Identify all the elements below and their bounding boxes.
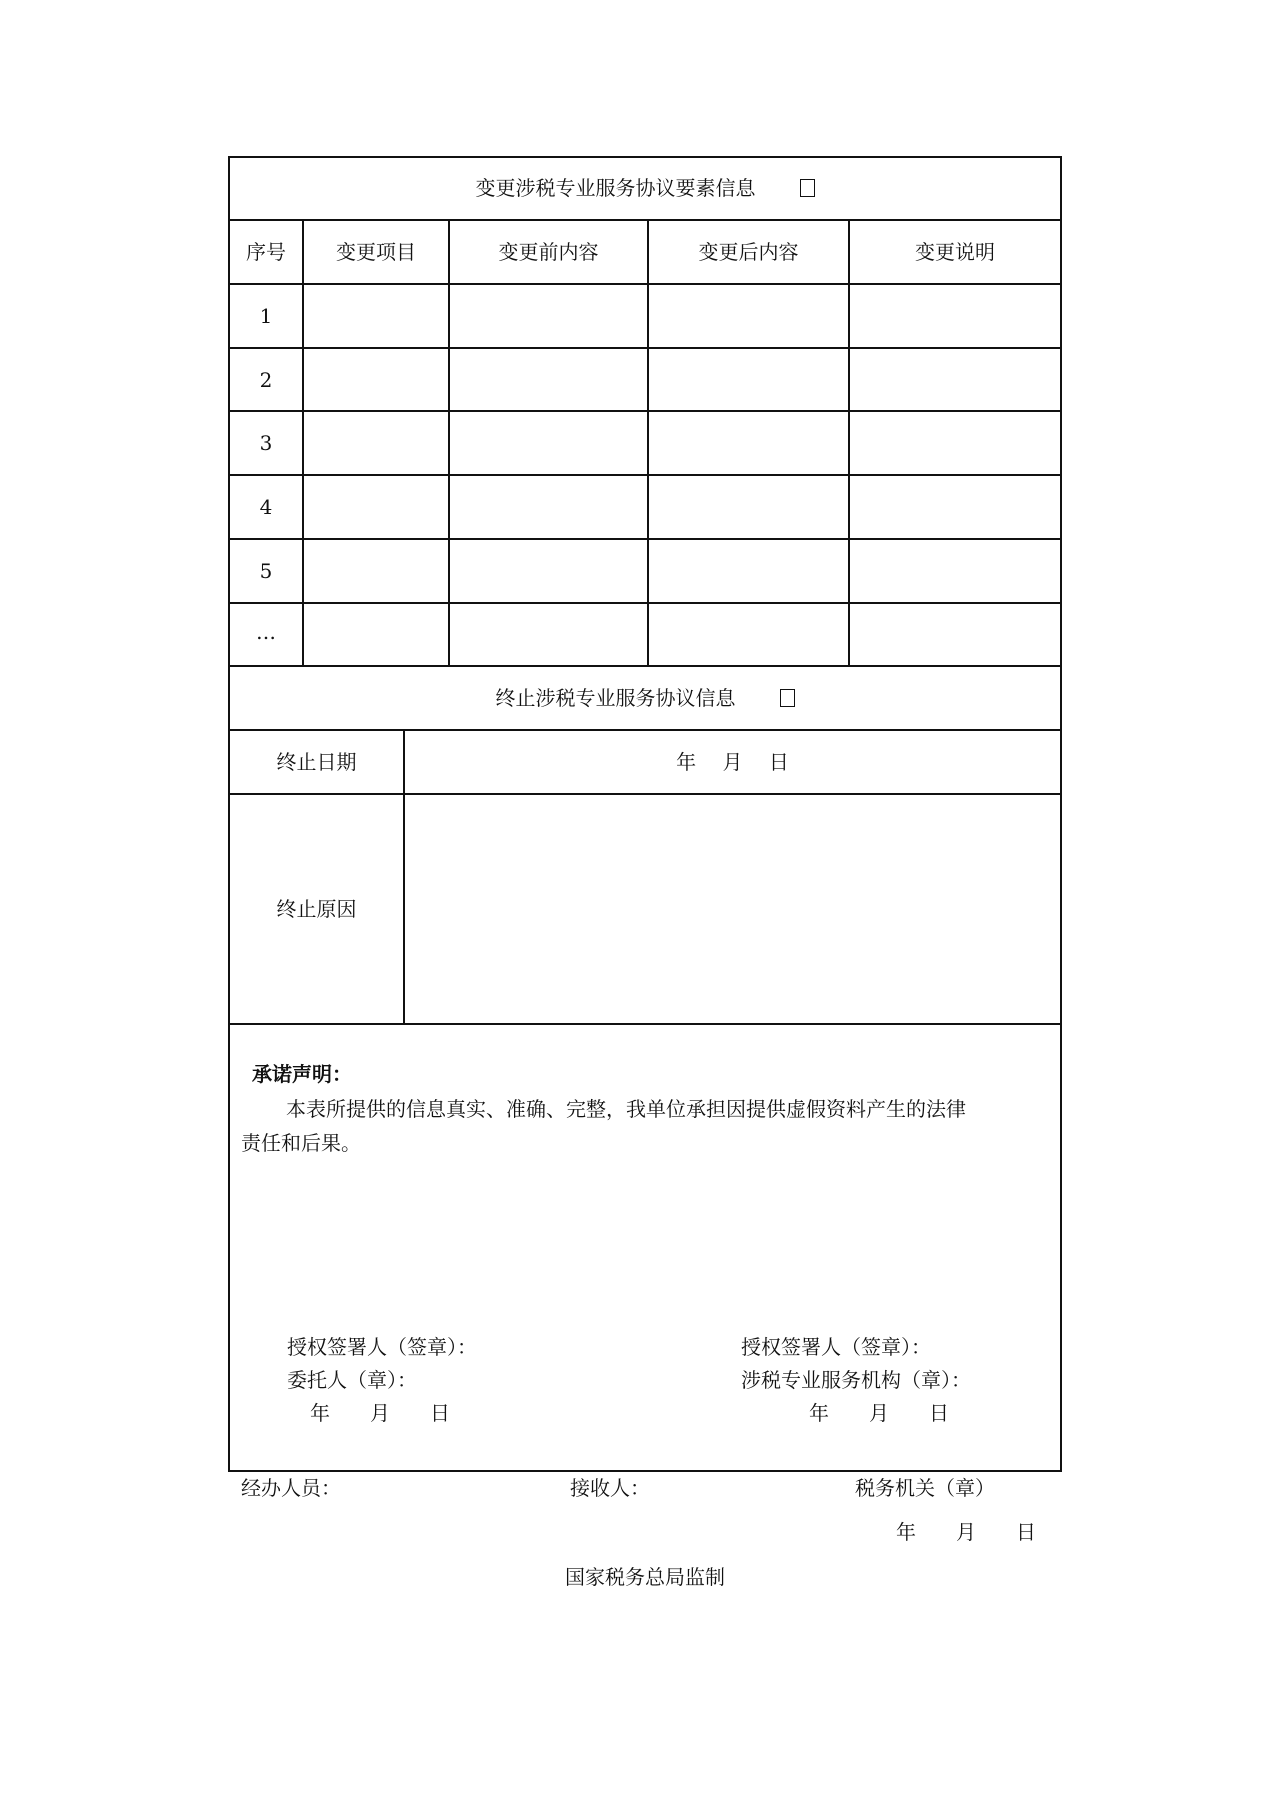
left-date: 年 月 日 — [310, 1401, 450, 1425]
table-border-top — [228, 156, 1062, 158]
row-divider — [228, 729, 1062, 731]
declaration-body-line1: 本表所提供的信息真实、准确、完整，我单位承担因提供虚假资料产生的法律 — [286, 1097, 966, 1121]
row-number: 4 — [259, 495, 273, 519]
cell-note-5[interactable] — [850, 540, 1060, 602]
agency-seal-label: 涉税专业服务机构（章）： — [741, 1368, 971, 1392]
cell-note-3[interactable] — [850, 412, 1060, 474]
termination-section-title-text: 终止涉税专业服务协议信息 — [495, 686, 736, 710]
issuer-note: 国家税务总局监制 — [565, 1565, 725, 1589]
table-border-right — [1060, 156, 1062, 1472]
left-signer-label: 授权签署人（签章）： — [287, 1335, 477, 1359]
client-seal-label: 委托人（章）： — [287, 1368, 417, 1392]
handler-label: 经办人员： — [241, 1476, 341, 1500]
cell-before-more[interactable] — [450, 604, 647, 665]
termination-reason-field[interactable] — [405, 795, 1060, 1023]
header-before: 变更前内容 — [498, 240, 599, 264]
row-number: 2 — [259, 368, 273, 392]
cell-after-3[interactable] — [649, 412, 848, 474]
cell-item-5[interactable] — [304, 540, 448, 602]
cell-before-1[interactable] — [450, 285, 647, 347]
table-border-bottom — [228, 1470, 1062, 1472]
cell-note-1[interactable] — [850, 285, 1060, 347]
cell-before-5[interactable] — [450, 540, 647, 602]
cell-item-more[interactable] — [304, 604, 448, 665]
cell-note-more[interactable] — [850, 604, 1060, 665]
cell-item-4[interactable] — [304, 476, 448, 538]
cell-item-2[interactable] — [304, 349, 448, 410]
tax-office-seal-label: 税务机关（章） — [855, 1476, 995, 1500]
row-number: 5 — [259, 559, 273, 583]
declaration-title: 承诺声明： — [252, 1062, 352, 1086]
cell-after-2[interactable] — [649, 349, 848, 410]
row-number: … — [256, 620, 276, 644]
header-seq: 序号 — [246, 240, 286, 264]
cell-after-1[interactable] — [649, 285, 848, 347]
cell-note-4[interactable] — [850, 476, 1060, 538]
header-item: 变更项目 — [336, 240, 416, 264]
receiver-label: 接收人： — [570, 1476, 650, 1500]
cell-item-3[interactable] — [304, 412, 448, 474]
termination-section-checkbox[interactable] — [780, 689, 795, 707]
change-section-checkbox[interactable] — [800, 179, 815, 197]
termination-section-title — [230, 686, 1060, 710]
declaration-body-line2: 责任和后果。 — [241, 1131, 361, 1155]
row-divider — [228, 219, 1062, 221]
row-divider — [228, 1023, 1062, 1025]
right-signer-label: 授权签署人（签章）： — [741, 1335, 931, 1359]
cell-before-2[interactable] — [450, 349, 647, 410]
row-number: 3 — [259, 431, 273, 455]
header-after: 变更后内容 — [698, 240, 799, 264]
row-number: 1 — [259, 304, 273, 328]
cell-before-3[interactable] — [450, 412, 647, 474]
termination-date-field[interactable]: 年 月 日 — [676, 750, 789, 774]
change-section-title-text: 变更涉税专业服务协议要素信息 — [475, 176, 756, 200]
termination-reason-label: 终止原因 — [276, 897, 357, 921]
change-section-title — [230, 176, 1060, 200]
row-divider — [228, 665, 1062, 667]
cell-item-1[interactable] — [304, 285, 448, 347]
right-date: 年 月 日 — [809, 1401, 949, 1425]
cell-before-4[interactable] — [450, 476, 647, 538]
cell-note-2[interactable] — [850, 349, 1060, 410]
table-border-left — [228, 156, 230, 1472]
header-note: 变更说明 — [915, 240, 995, 264]
cell-after-5[interactable] — [649, 540, 848, 602]
cell-after-4[interactable] — [649, 476, 848, 538]
termination-date-label: 终止日期 — [276, 750, 357, 774]
tax-office-date: 年 月 日 — [896, 1520, 1036, 1544]
cell-after-more[interactable] — [649, 604, 848, 665]
